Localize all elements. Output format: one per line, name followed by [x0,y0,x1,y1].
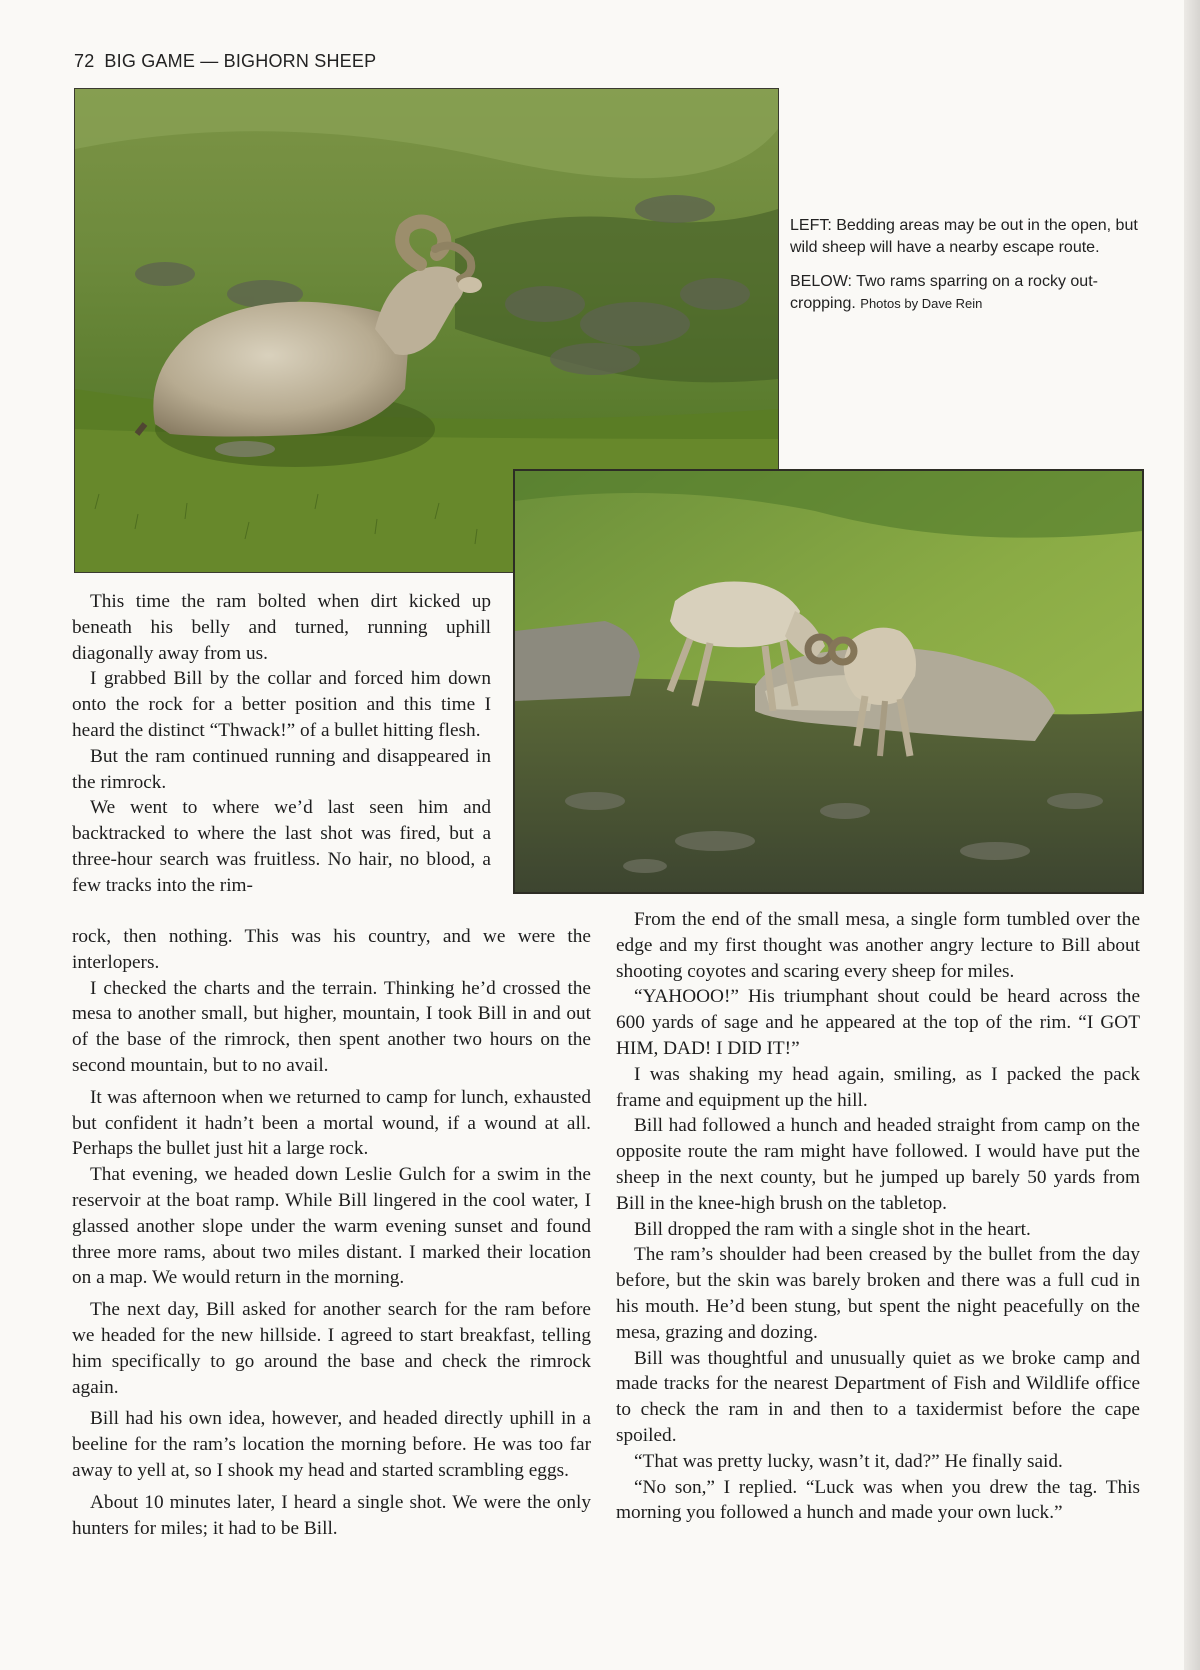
paragraph: Bill was thoughtful and unusually quiet as we broke camp and made tracks for the nearest Department of Fish and Wildlife office to check the ram in and then to a taxidermist before the cape spoiled. [616,1347,1140,1446]
photo-credit: Photos by Dave Rein [860,296,983,311]
paragraph: rock, then nothing. This was his country, and we were the interlopers. [72,926,591,973]
page-edge [1184,0,1200,1670]
section-title: BIG GAME — BIGHORN SHEEP [104,51,377,71]
caption-left: LEFT: Bedding areas may be out in the open, but wild sheep will have a nearby escape route. [790,217,1138,256]
paragraph: The ram’s shoulder had been creased by the bullet from the day before, but the skin was barely broken and there was a full cud in his mouth. He’d been stung, but spent the night peacefully on the mesa, grazing and dozing. [616,1244,1140,1343]
page-number: 72 [74,51,95,71]
paragraph: I was shaking my head again, smiling, as I packed the pack frame and equipment up the hill. [616,1063,1140,1111]
paragraph: “No son,” I replied. “Luck was when you drew the tag. This morning you followed a hunch and made your own luck.” [616,1476,1140,1524]
running-header [74,51,386,72]
paragraph: But the ram continued running and disappeared in the rimrock. [72,745,491,793]
photo-sparring-rams [513,469,1144,894]
paragraph: This time the ram bolted when dirt kicked up beneath his belly and turned, running uphill diagonally away from us. [72,591,491,664]
caption-below-text: BELOW: Two rams sparring on a rocky out-cropping. [790,273,1098,312]
paragraph: About 10 minutes later, I heard a single shot. We were the only hunters for miles; it had to be Bill. [72,1491,591,1539]
paragraph: Bill had his own idea, however, and headed directly uphill in a beeline for the ram’s location the morning before. He was too far away to yell at, so I shook my head and started scrambling eggs. [72,1408,591,1481]
paragraph: Bill had followed a hunch and headed straight from camp on the opposite route the ram might have followed. I would have put the sheep in the next county, but he jumped up barely 50 yards from Bill in the knee-high brush on the tabletop. [616,1115,1140,1214]
column-left-upper [72,589,491,899]
caption-below [790,271,1142,315]
column-left-lower [72,924,591,1541]
paragraph: We went to where we’d last seen him and backtracked to where the last shot was fired, but a three-hour search was fruitless. No hair, no blood, a few tracks into the rim- [72,797,491,896]
paragraph: It was afternoon when we returned to camp for lunch, exhausted but confident it hadn’t been a mortal wound, if a wound at all. Perhaps the bullet just hit a large rock. [72,1086,591,1160]
paragraph: That evening, we headed down Leslie Gulch for a swim in the reservoir at the boat ramp. While Bill lingered in the cool water, I glassed another slope under the warm evening sunset and found three more rams, about two miles distant. I marked their location on a map. We would return in the morning. [72,1164,591,1289]
column-right [616,907,1140,1526]
paragraph: I checked the charts and the terrain. Thinking he’d crossed the mesa to another small, but higher, mountain, I took Bill in and out of the base of the rimrock, then spent another two hours on the second mountain, but to no avail. [72,977,591,1076]
paragraph: Bill dropped the ram with a single shot in the heart. [634,1218,1031,1240]
paragraph: The next day, Bill asked for another search for the ram before we headed for the new hillside. I agreed to start breakfast, telling him specifically to go around the base and check the rimrock again. [72,1299,591,1398]
photo-captions [790,215,1142,327]
paragraph: “YAHOOO!” His triumphant shout could be heard across the 600 yards of sage and he appeared at the top of the rim. “I GOT HIM, DAD! I DID IT!” [616,986,1140,1059]
paragraph: I grabbed Bill by the collar and forced him down onto the rock for a better position and this time I heard the distinct “Thwack!” of a bullet hitting flesh. [72,668,491,741]
paragraph: “That was pretty lucky, wasn’t it, dad?” He finally said. [634,1450,1063,1472]
paragraph: From the end of the small mesa, a single form tumbled over the edge and my first thought was another angry lecture to Bill about shooting coyotes and scaring every sheep for miles. [616,909,1140,982]
